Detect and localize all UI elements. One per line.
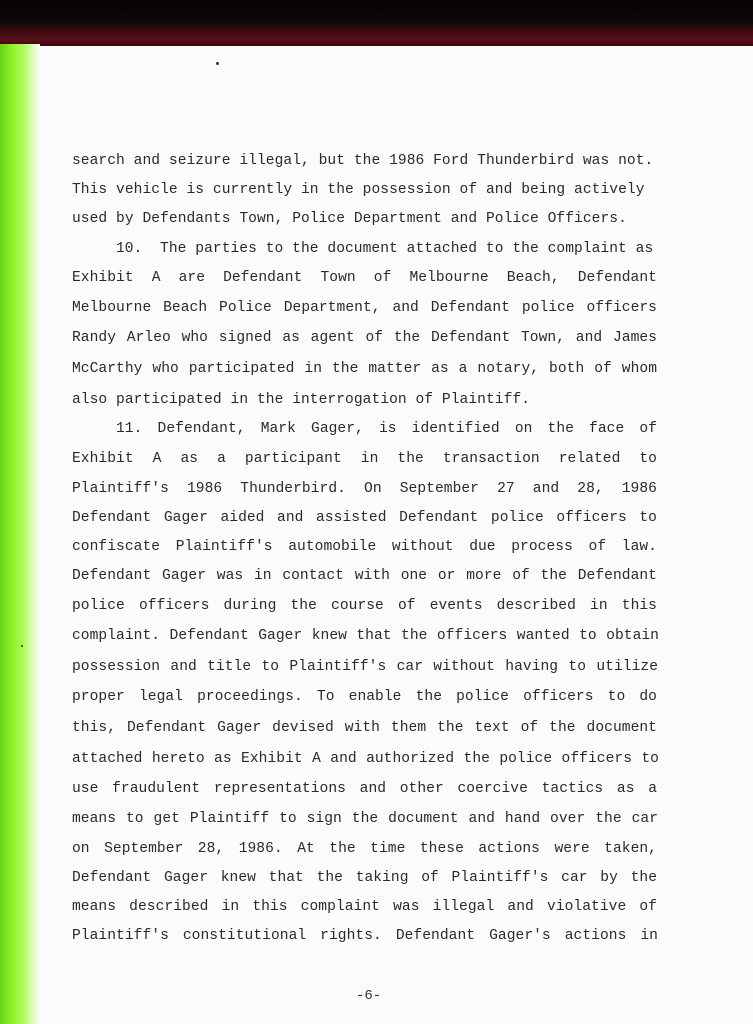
scan-speck [216,62,219,65]
body-line-9: also participated in the interrogation of Plaintiff. [72,392,530,408]
body-line-20: this, Defendant Gager devised with them the text of the document [72,720,657,736]
paragraph-11-line-1: 11. Defendant, Mark Gager, is identified on the face of [116,421,657,437]
body-line-17: complaint. Defendant Gager knew that the officers wanted to obtain [72,628,659,644]
body-line-14: confiscate Plaintiff's automobile without due process of law. [72,539,657,555]
scan-speck [21,645,23,647]
body-line-26: means described in this complaint was illegal and violative of [72,899,657,915]
body-line-2: This vehicle is currently in the possession of and being actively [72,182,645,198]
body-line-15: Defendant Gager was in contact with one or more of the Defendant [72,568,657,584]
paragraph-10-line-1: 10. The parties to the document attached to the complaint as [116,241,654,257]
body-line-18: possession and title to Plaintiff's car without having to utilize [72,659,658,675]
body-line-11: Exhibit A as a participant in the transaction related to [72,451,657,467]
body-line-22: use fraudulent representations and other coercive tactics as a [72,781,657,797]
body-line-27: Plaintiff's constitutional rights. Defendant Gager's actions in [72,928,658,944]
body-line-24: on September 28, 1986. At the time these actions were taken, [72,841,657,857]
body-line-5: Exhibit A are Defendant Town of Melbourne Beach, Defendant [72,270,657,286]
body-line-25: Defendant Gager knew that the taking of Plaintiff's car by the [72,870,657,886]
page-number: -6- [356,988,382,1004]
body-line-23: means to get Plaintiff to sign the document and hand over the car [72,811,658,827]
scan-left-border [0,44,40,1024]
scan-top-border [0,0,753,46]
body-line-13: Defendant Gager aided and assisted Defendant police officers to [72,510,657,526]
body-line-12: Plaintiff's 1986 Thunderbird. On September 27 and 28, 1986 [72,481,657,497]
body-line-19: proper legal proceedings. To enable the police officers to do [72,689,657,705]
body-line-7: Randy Arleo who signed as agent of the Defendant Town, and James [72,330,657,346]
body-line-21: attached hereto as Exhibit A and authorized the police officers to [72,751,659,767]
body-line-6: Melbourne Beach Police Department, and Defendant police officers [72,300,657,316]
body-line-8: McCarthy who participated in the matter as a notary, both of whom [72,361,657,377]
body-line-3: used by Defendants Town, Police Department and Police Officers. [72,211,627,227]
body-line-1: search and seizure illegal, but the 1986 Ford Thunderbird was not. [72,153,654,169]
body-line-16: police officers during the course of events described in this [72,598,657,614]
